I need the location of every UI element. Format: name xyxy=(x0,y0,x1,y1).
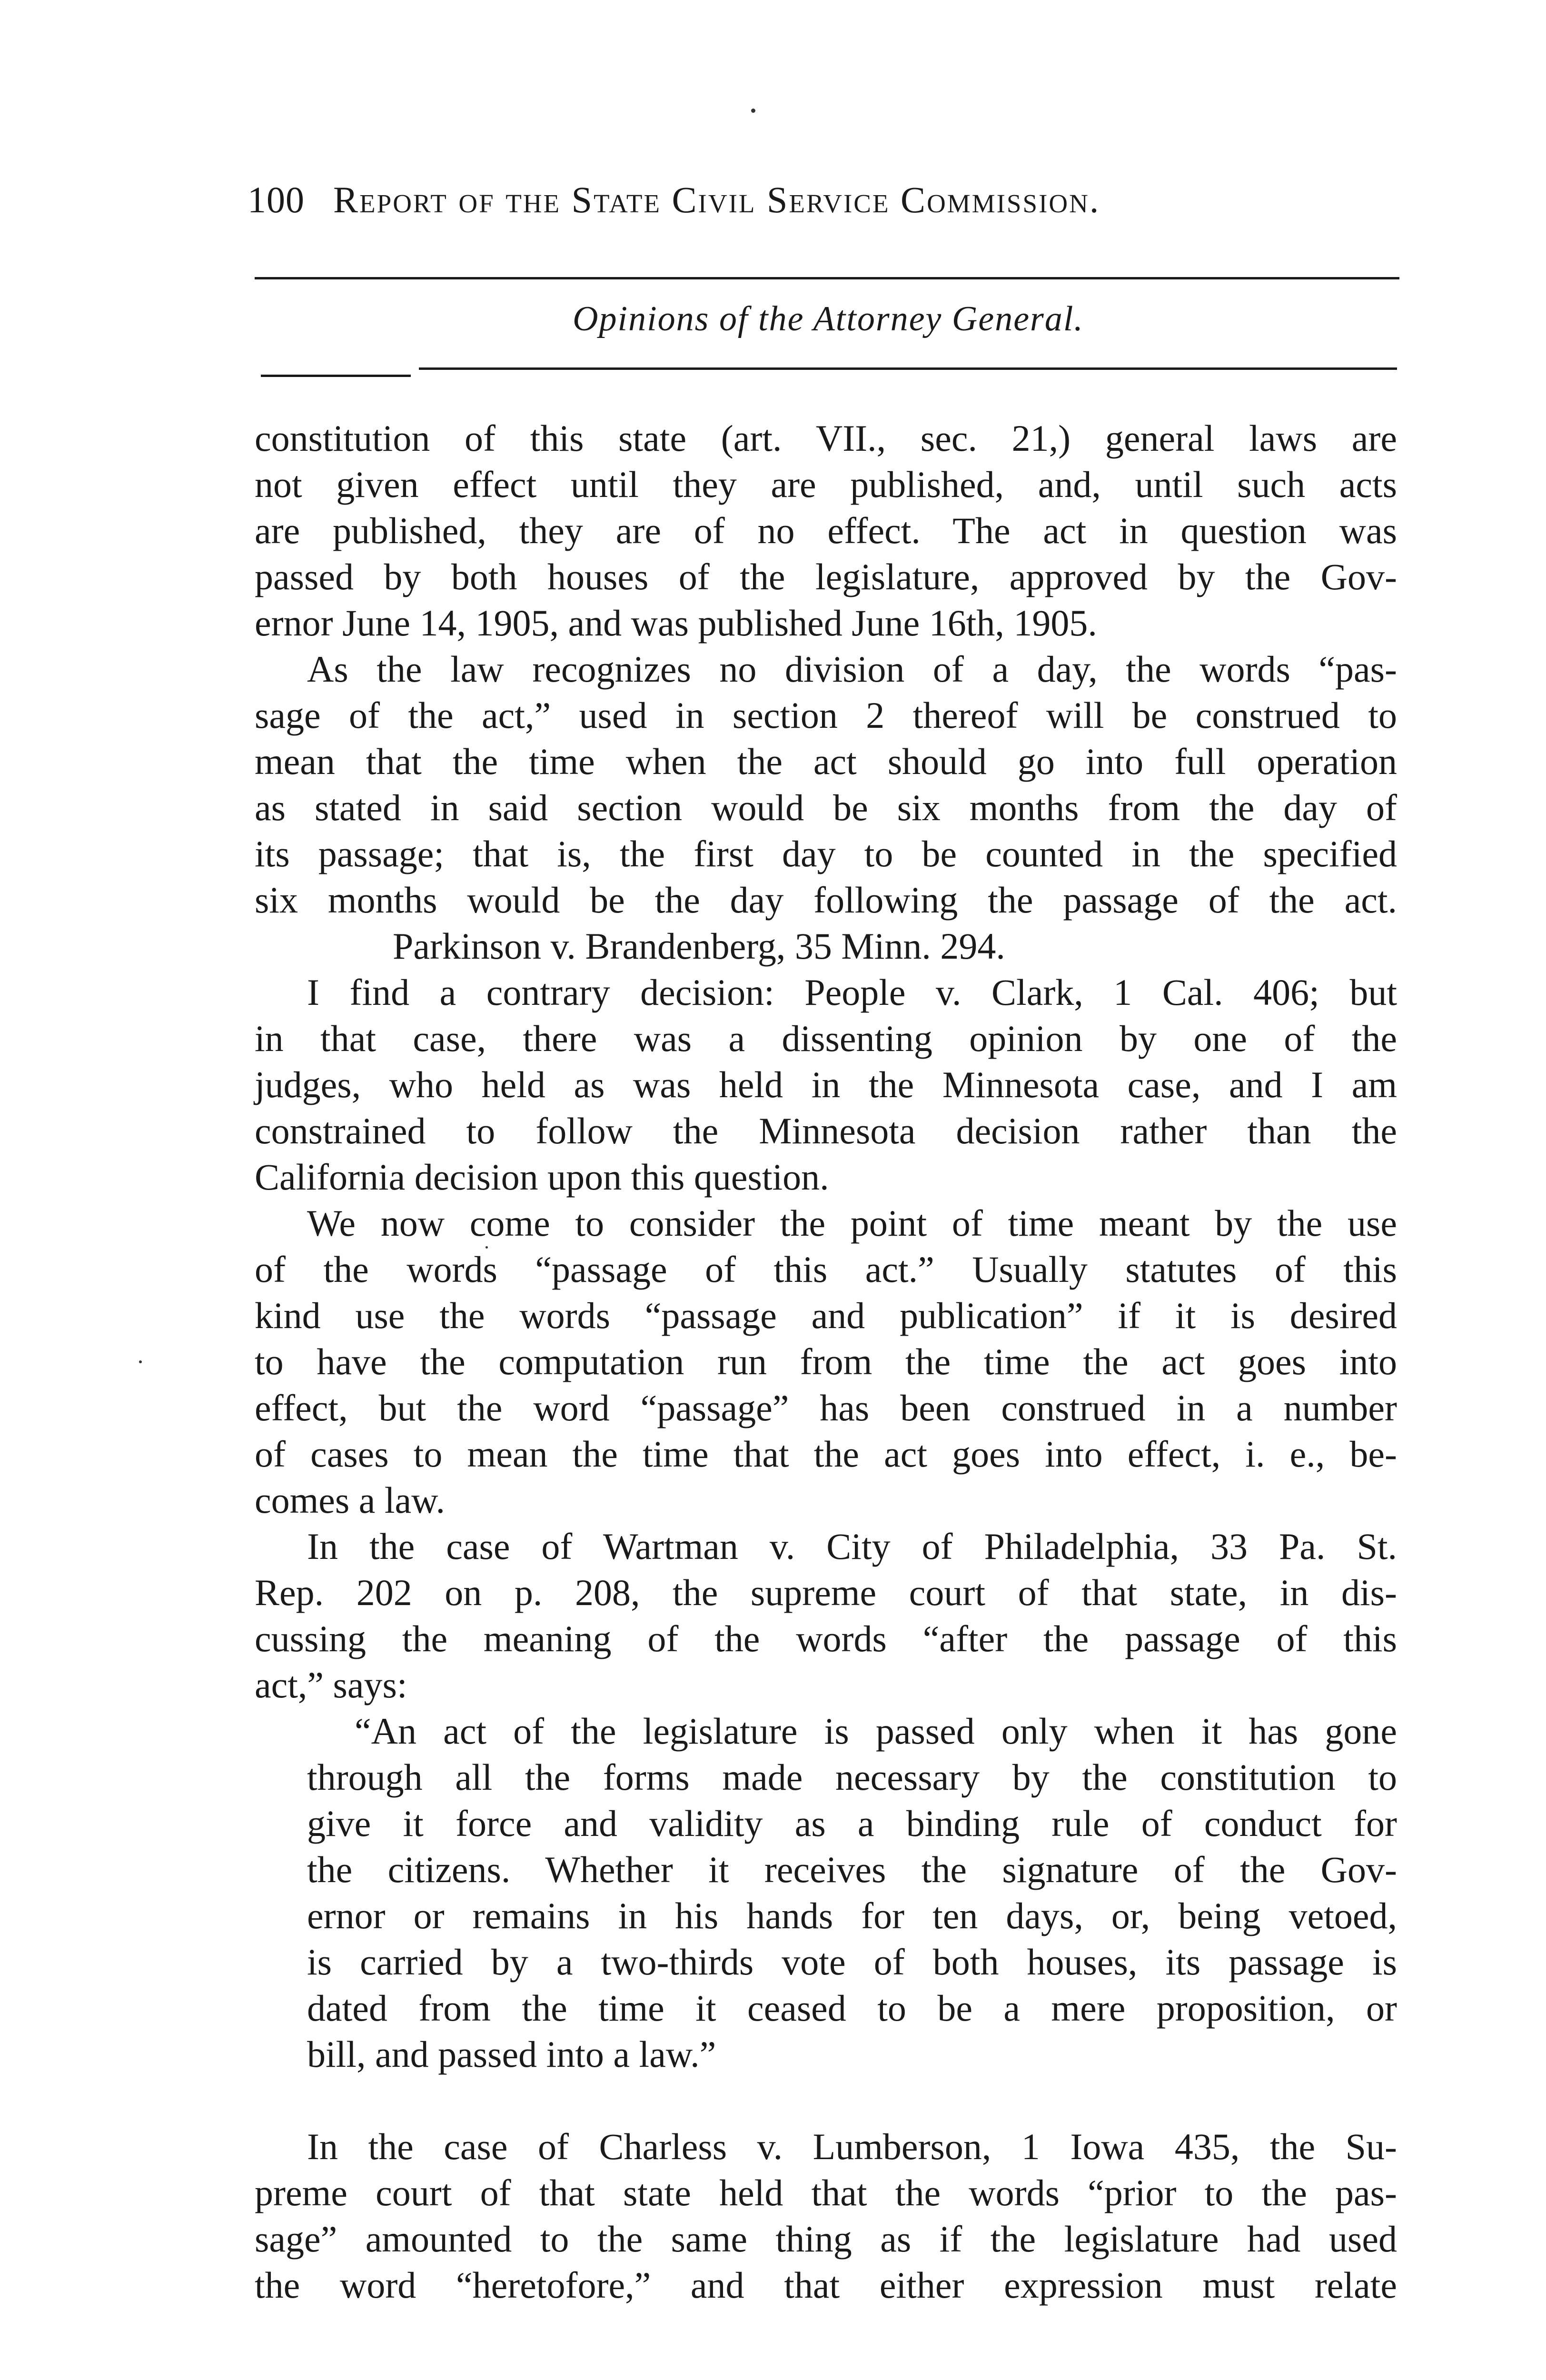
text-line: constitution of this state (art. VII., sec. 21,) general laws are xyxy=(255,417,1397,459)
text-line: comes a law. xyxy=(255,1479,445,1521)
text-line: As the law recognizes no division of a day, the words “pas- xyxy=(307,648,1397,690)
text-line: its passage; that is, the first day to be counted in the specified xyxy=(255,833,1397,874)
text-line: not given effect until they are published, and, until such acts xyxy=(255,464,1397,505)
quote-line: through all the forms made necessary by the constitution to xyxy=(307,1756,1397,1798)
text-line: ernor June 14, 1905, and was published June 16th, 1905. xyxy=(255,602,1097,644)
text-line: sage of the act,” used in section 2 thereof will be construed to xyxy=(255,694,1397,736)
print-speck xyxy=(139,1360,142,1363)
text-line: are published, they are of no effect. The act in question was xyxy=(255,510,1397,551)
quote-line: the citizens. Whether it receives the signature of the Gov- xyxy=(307,1849,1397,1890)
text-line: the word “heretofore,” and that either expression must relate xyxy=(255,2264,1397,2306)
paragraph-gap xyxy=(255,2077,1397,2123)
text-line: of cases to mean the time that the act goes into effect, i. e., be- xyxy=(255,1433,1397,1475)
text-line: act,” says: xyxy=(255,1664,407,1706)
quote-line: ernor or remains in his hands for ten days, or, being vetoed, xyxy=(307,1895,1397,1936)
print-speck xyxy=(751,109,755,113)
text-line: passed by both houses of the legislature, approved by the Gov- xyxy=(255,556,1397,597)
text-line: In the case of Charless v. Lumberson, 1 Iowa 435, the Su- xyxy=(307,2126,1397,2167)
text-line: preme court of that state held that the words “prior to the pas- xyxy=(255,2172,1397,2213)
text-line: In the case of Wartman v. City of Philadelphia, 33 Pa. St. xyxy=(307,1526,1397,1567)
header-rule-bottom-right xyxy=(419,367,1397,370)
quote-line: bill, and passed into a law.” xyxy=(307,2033,716,2075)
text-line: of the words “passage of this act.” Usually statutes of this xyxy=(255,1249,1397,1290)
quote-line: “An act of the legislature is passed only when it has gone xyxy=(355,1710,1397,1752)
text-line: six months would be the day following the passage of the act. xyxy=(255,879,1397,921)
text-line: sage” amounted to the same thing as if the legislature had used xyxy=(255,2218,1397,2260)
quote-line: is carried by a two-thirds vote of both houses, its passage is xyxy=(307,1941,1397,1983)
running-head-title: Report of the State Civil Service Commission. xyxy=(333,179,1100,220)
text-line: constrained to follow the Minnesota decision rather than the xyxy=(255,1110,1397,1151)
text-line: California decision upon this question. xyxy=(255,1156,829,1198)
text-line: in that case, there was a dissenting opinion by one of the xyxy=(255,1018,1397,1059)
text-line: as stated in said section would be six months from the day of xyxy=(255,787,1397,828)
text-line: judges, who held as was held in the Minnesota case, and I am xyxy=(255,1064,1397,1105)
text-line: mean that the time when the act should go into full operation xyxy=(255,741,1397,782)
section-heading: Opinions of the Attorney General. xyxy=(573,299,1084,338)
page-number: 100 xyxy=(248,179,305,220)
header-rule-bottom-left xyxy=(261,375,411,377)
header-rule-top xyxy=(255,277,1399,279)
text-line: cussing the meaning of the words “after the passage of this xyxy=(255,1618,1397,1659)
text-line: I find a contrary decision: People v. Clark, 1 Cal. 406; but xyxy=(307,972,1397,1013)
quote-line: dated from the time it ceased to be a mere proposition, or xyxy=(307,1987,1397,2029)
quote-line: give it force and validity as a binding rule of conduct for xyxy=(307,1803,1397,1844)
text-line: Rep. 202 on p. 208, the supreme court of that state, in dis- xyxy=(255,1572,1397,1613)
running-head xyxy=(248,176,1414,224)
case-citation: Parkinson v. Brandenberg, 35 Minn. 294. xyxy=(393,925,1005,967)
text-line: kind use the words “passage and publication” if it is desired xyxy=(255,1295,1397,1336)
text-line: effect, but the word “passage” has been construed in a number xyxy=(255,1387,1397,1428)
text-line: to have the computation run from the time the act goes into xyxy=(255,1341,1397,1382)
text-line: We now come to consider the point of time meant by the use xyxy=(307,1202,1397,1244)
body-text xyxy=(255,415,1397,2308)
